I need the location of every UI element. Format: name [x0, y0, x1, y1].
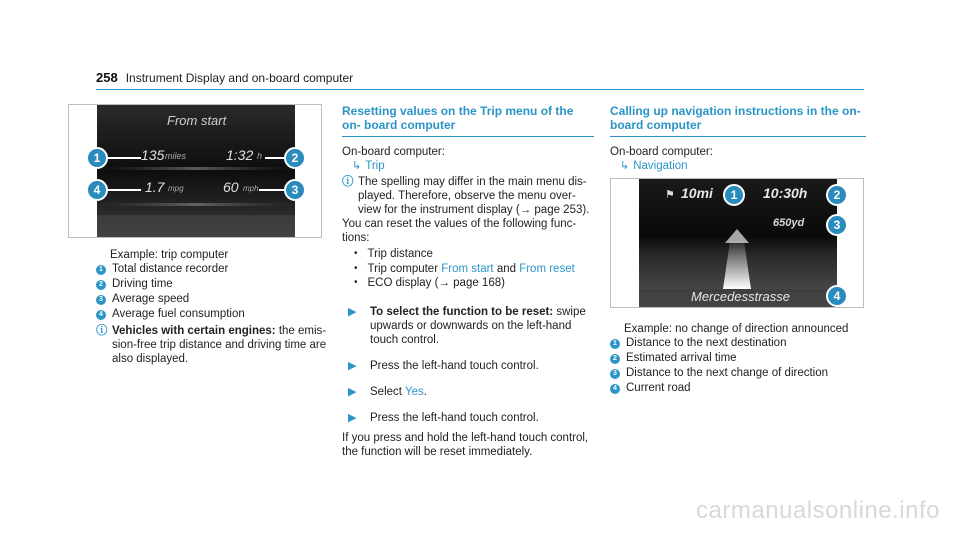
legend-item [96, 307, 332, 322]
legend-number: 3 [96, 295, 106, 305]
legend-item [610, 381, 866, 396]
list-item: • ECO display (→ page 168) [354, 277, 505, 289]
column-1 [96, 248, 332, 366]
callout-1: 1 [86, 147, 108, 169]
reset-intro: You can reset the values of the following func- tions: [342, 218, 577, 244]
intro-text: On-board computer: [610, 146, 713, 158]
legend-list [96, 262, 332, 322]
driving-time-unit: h [257, 151, 263, 161]
trip-computer-figure [68, 104, 322, 238]
figure-caption: Example: no change of direction announced [624, 323, 849, 335]
callout-4: 4 [86, 179, 108, 201]
current-road: Mercedesstrasse [691, 289, 790, 304]
step-arrow-icon: ▶ [348, 385, 357, 398]
note-text: The spelling may differ in the main menu dis- played. Therefore, observe the menu over- view for the instrument display (→ page 253). [358, 176, 590, 216]
callout-3: 3 [826, 214, 848, 236]
column-2 [342, 104, 594, 459]
callout-2: 2 [826, 184, 848, 206]
figure-caption: Example: trip computer [110, 249, 229, 261]
legend-text: Total distance recorder [112, 263, 229, 275]
legend-item [96, 277, 332, 292]
trip-display-title: From start [167, 113, 227, 128]
note [342, 175, 594, 217]
section-heading: Resetting values on the Trip menu of the on- board computer [342, 104, 574, 132]
callout-2: 2 [284, 147, 306, 169]
distance-to-destination: 10mi [681, 185, 713, 201]
legend-text: Average fuel consumption [112, 308, 245, 320]
legend-item [610, 336, 866, 351]
legend-number: 4 [610, 384, 620, 394]
avg-fuel-value: 1.7 [145, 179, 165, 195]
step-arrow-icon: ▶ [348, 305, 357, 318]
column-3 [610, 104, 866, 173]
list-item: • Trip distance [354, 248, 433, 260]
legend-item [610, 351, 866, 366]
step-bold: To select the function to be reset: [370, 305, 554, 318]
avg-speed-value: 60 [223, 179, 239, 195]
legend-item [96, 262, 332, 277]
menu-path [620, 159, 866, 173]
step-arrow-icon: ▶ [348, 411, 357, 424]
menu-item-navigation[interactable]: Navigation [633, 160, 688, 172]
step-4: ▶ Press the left-hand touch control. [348, 411, 539, 424]
legend-number: 1 [610, 339, 620, 349]
callout-1: 1 [723, 184, 745, 206]
menu-arrow-icon: ↳ [352, 160, 362, 172]
heading-rule [610, 136, 866, 137]
step-3: ▶ Select Yes. [348, 385, 427, 398]
note-text: the emis- sion-free trip distance and driving time are also displayed. [112, 325, 327, 365]
link-from-reset[interactable]: From reset [519, 262, 575, 275]
section-heading: Calling up navigation instructions in the on- board computer [610, 104, 861, 132]
legend-number: 1 [96, 265, 106, 275]
legend-text: Distance to the next destination [626, 337, 787, 349]
driving-time-value: 1:32 [226, 147, 254, 163]
heading-rule [342, 136, 594, 137]
legend-text: Current road [626, 382, 691, 394]
legend-number: 2 [610, 354, 620, 364]
column-3-legend [610, 322, 866, 396]
avg-fuel-unit: mpg [168, 184, 184, 193]
callout-3: 3 [284, 179, 306, 201]
page-number: 258 [96, 70, 118, 85]
legend-item [610, 366, 866, 381]
menu-item-trip[interactable]: Trip [365, 160, 385, 172]
legend-item [96, 292, 332, 307]
flag-icon: ⚑ [665, 189, 675, 201]
step-1: ▶ To select the function to be reset: swipe upwards or downwards on the left-hand touch control. [348, 305, 586, 346]
note [96, 324, 332, 366]
total-distance-value: 135 [141, 147, 165, 163]
legend-text: Estimated arrival time [626, 352, 737, 364]
step-arrow-icon: ▶ [348, 359, 357, 372]
page-header [96, 70, 353, 85]
watermark[interactable]: carmanualsonline.info [696, 497, 940, 524]
header-rule [96, 89, 864, 90]
link-yes[interactable]: Yes [404, 385, 424, 398]
list-item: • Trip computer From start and From reset [354, 262, 575, 275]
legend-text: Distance to the next change of direction [626, 367, 829, 379]
info-icon: ⓘ [96, 325, 108, 337]
legend-text: Driving time [112, 278, 173, 290]
function-list [342, 247, 594, 291]
outro-text: If you press and hold the left-hand touch control, the function will be reset immediately. [342, 431, 589, 458]
link-from-start[interactable]: From start [441, 262, 494, 275]
page-title: Instrument Display and on-board computer [125, 71, 354, 85]
menu-path [352, 159, 594, 173]
callout-4: 4 [826, 285, 848, 307]
menu-arrow-icon: ↳ [620, 160, 630, 172]
estimated-arrival: 10:30h [763, 185, 808, 201]
legend-number: 2 [96, 280, 106, 290]
info-icon: ⓘ [342, 176, 354, 188]
distance-to-turn: 650yd [773, 217, 805, 229]
step-2: ▶ Press the left-hand touch control. [348, 359, 539, 372]
legend-text: Average speed [112, 293, 190, 305]
navigation-figure [610, 178, 864, 308]
intro-text: On-board computer: [342, 146, 445, 158]
legend-number: 3 [610, 369, 620, 379]
total-distance-unit: miles [165, 151, 187, 161]
avg-speed-unit: mph [243, 184, 259, 193]
note-bold: Vehicles with certain engines: [112, 325, 276, 337]
legend-number: 4 [96, 310, 106, 320]
